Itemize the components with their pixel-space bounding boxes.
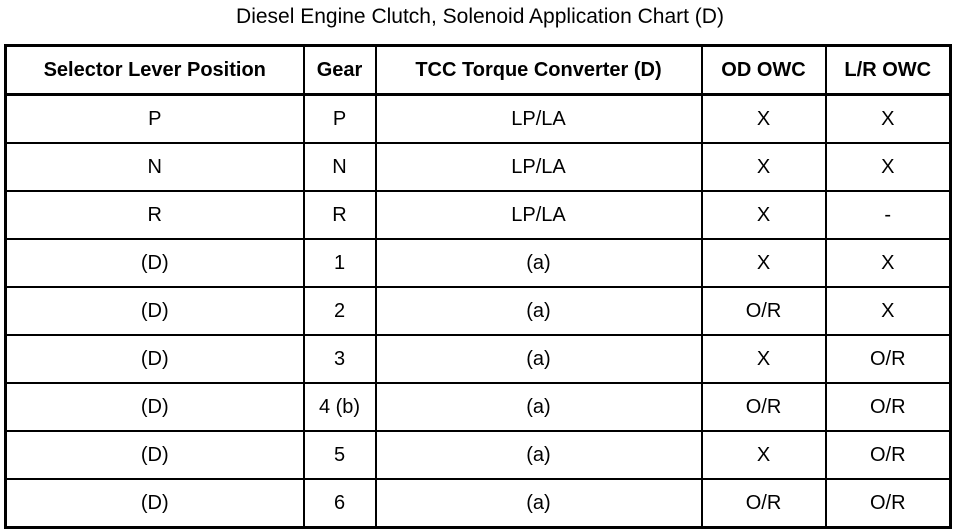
cell-gear: 5: [304, 431, 376, 479]
cell-tcc-torque-converter: (a): [376, 239, 702, 287]
cell-tcc-torque-converter: (a): [376, 431, 702, 479]
cell-gear: 3: [304, 335, 376, 383]
table-row: [6, 479, 951, 528]
cell-lr-owc: X: [826, 95, 951, 144]
cell-tcc-torque-converter: (a): [376, 383, 702, 431]
cell-lr-owc: O/R: [826, 335, 951, 383]
cell-gear: 4 (b): [304, 383, 376, 431]
cell-selector-lever-position: (D): [6, 431, 304, 479]
cell-selector-lever-position: (D): [6, 479, 304, 528]
header-lr-owc: L/R OWC: [826, 46, 951, 95]
table-row: [6, 287, 951, 335]
cell-selector-lever-position: (D): [6, 239, 304, 287]
cell-od-owc: O/R: [702, 383, 826, 431]
cell-tcc-torque-converter: LP/LA: [376, 143, 702, 191]
cell-gear: R: [304, 191, 376, 239]
cell-lr-owc: O/R: [826, 479, 951, 528]
cell-od-owc: X: [702, 95, 826, 144]
table-row: [6, 143, 951, 191]
cell-tcc-torque-converter: (a): [376, 335, 702, 383]
header-gear: Gear: [304, 46, 376, 95]
cell-od-owc: X: [702, 239, 826, 287]
cell-selector-lever-position: P: [6, 95, 304, 144]
table-row: [6, 335, 951, 383]
cell-od-owc: X: [702, 335, 826, 383]
cell-od-owc: X: [702, 143, 826, 191]
cell-od-owc: X: [702, 431, 826, 479]
cell-selector-lever-position: (D): [6, 383, 304, 431]
cell-selector-lever-position: N: [6, 143, 304, 191]
cell-lr-owc: X: [826, 143, 951, 191]
cell-selector-lever-position: (D): [6, 335, 304, 383]
cell-lr-owc: -: [826, 191, 951, 239]
application-chart-table: [4, 44, 952, 529]
cell-gear: 6: [304, 479, 376, 528]
header-tcc-torque-converter: TCC Torque Converter (D): [376, 46, 702, 95]
cell-selector-lever-position: R: [6, 191, 304, 239]
cell-tcc-torque-converter: LP/LA: [376, 95, 702, 144]
cell-gear: N: [304, 143, 376, 191]
table-row: [6, 239, 951, 287]
table-row: [6, 431, 951, 479]
cell-selector-lever-position: (D): [6, 287, 304, 335]
table-row: [6, 191, 951, 239]
cell-od-owc: O/R: [702, 287, 826, 335]
chart-title: Diesel Engine Clutch, Solenoid Application Chart (D): [236, 5, 724, 28]
cell-lr-owc: O/R: [826, 383, 951, 431]
cell-gear: P: [304, 95, 376, 144]
cell-tcc-torque-converter: (a): [376, 287, 702, 335]
cell-tcc-torque-converter: (a): [376, 479, 702, 528]
cell-od-owc: X: [702, 191, 826, 239]
cell-od-owc: O/R: [702, 479, 826, 528]
table-row: [6, 383, 951, 431]
header-od-owc: OD OWC: [702, 46, 826, 95]
header-row: [6, 46, 951, 95]
cell-lr-owc: X: [826, 287, 951, 335]
cell-gear: 1: [304, 239, 376, 287]
cell-tcc-torque-converter: LP/LA: [376, 191, 702, 239]
cell-lr-owc: X: [826, 239, 951, 287]
table-row: [6, 95, 951, 144]
cell-gear: 2: [304, 287, 376, 335]
cell-lr-owc: O/R: [826, 431, 951, 479]
header-selector-lever-position: Selector Lever Position: [6, 46, 304, 95]
